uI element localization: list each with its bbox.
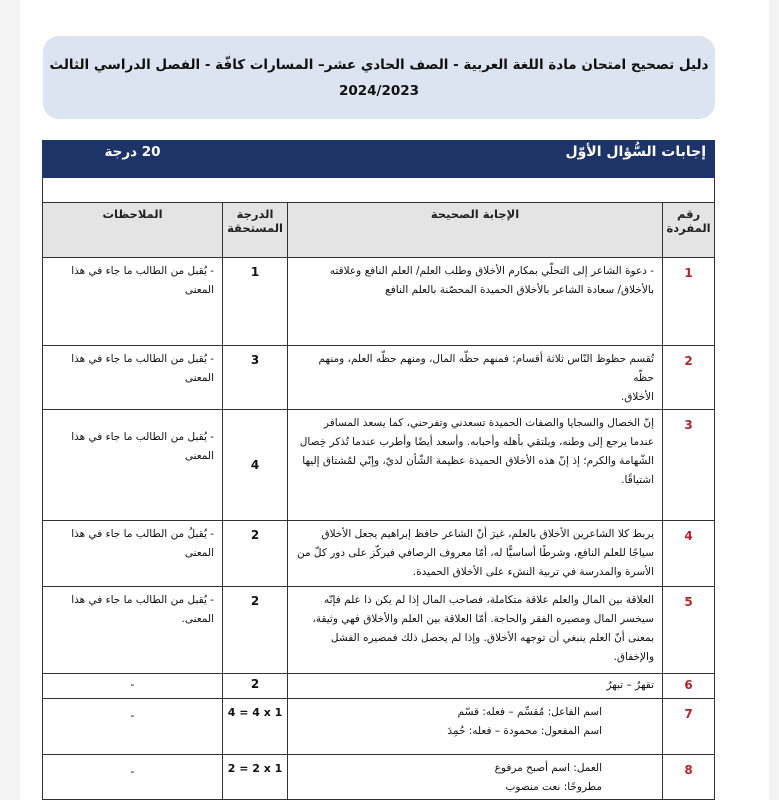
answer-line: تُقسم حظوظ النّاس ثلاثة أقسام: فمنهم حظّه المال، ومنهم حظّه العلم، ومنهم حظّه (318, 353, 655, 384)
row-answer (288, 258, 663, 346)
row-degree: 2 (223, 521, 288, 587)
note-line: - يُقبل من الطالب ما جاء في هذا (71, 431, 214, 443)
answer-line: سياجًا للعلم النافع، وشرطًا أساسيًّا له، أمّا معروف الرصافي فيركّز على دور كلّ من (296, 547, 655, 559)
row-answer (288, 410, 663, 521)
col-degree-line2: المستحقة (227, 221, 283, 235)
answer-line: سيخسر المال ومصيره الفقر والحاجة. أمّا العلاقة بين العلم والأخلاق فهي وثيقة، (312, 613, 655, 625)
answer-line: الشّهامة والكرم؛ إذ إنّ هذه الأخلاق الحميدة عظيمة الشّأن لديّ، وإنّي لمُشتاق إليها (302, 455, 655, 467)
row-note: - (43, 699, 223, 755)
row-answer (288, 587, 663, 674)
answer-line: تقهرُ – تبهرُ (606, 679, 655, 691)
note-line: المعنى (184, 450, 214, 462)
row-note (43, 587, 223, 674)
row-degree: 1 (223, 258, 288, 346)
answer-line: الأسرة والمدرسة في تربية النشء على الأخلاق الحميدة. (412, 566, 655, 578)
answer-table (42, 140, 715, 800)
answer-line: اشتياقًا. (621, 474, 655, 486)
table-row (43, 699, 715, 755)
exam-header (43, 36, 715, 119)
note-line: - يُقبل من الطالب ما جاء في هذا (71, 265, 214, 277)
row-answer (288, 755, 663, 800)
row-note (43, 521, 223, 587)
row-number: 7 (663, 699, 715, 755)
note-line: - يُقبلُ من الطالب ما جاء في هذا (71, 528, 214, 540)
row-degree: 4 = 4 x 1 (223, 699, 288, 755)
row-note: - (43, 755, 223, 800)
table-row (43, 755, 715, 800)
answer-line: اسم الفاعل: مُقسِّم – فعله: قسّم (457, 706, 603, 718)
col-num-line2: المفردة (666, 221, 711, 235)
row-degree: 2 (223, 674, 288, 699)
row-number: 2 (663, 346, 715, 410)
table-row (43, 346, 715, 410)
blank-cell (43, 178, 715, 203)
row-number: 1 (663, 258, 715, 346)
answer-table-wrap (42, 140, 714, 800)
note-line: المعنى. (181, 613, 214, 625)
answer-line: إنّ الخصال والسجايا والصفات الحميدة تسعدني وتفرحني، كما يسعد المسافر (323, 417, 655, 429)
note-line: المعنى (184, 284, 214, 296)
answer-line: العمل: اسم أصبح مرفوع (494, 762, 603, 774)
col-degree-header (223, 203, 288, 258)
col-num-line1: رقم (676, 207, 701, 221)
row-note (43, 410, 223, 521)
answer-line: الأخلاق. (620, 391, 655, 403)
table-row (43, 521, 715, 587)
row-note (43, 258, 223, 346)
row-answer (288, 674, 663, 699)
answer-line: بالأخلاق/ سعادة الشاعر بالأخلاق الحميدة المحصّنة بالعلم النافع (385, 284, 655, 296)
row-number: 5 (663, 587, 715, 674)
row-answer (288, 699, 663, 755)
row-degree: 4 (223, 410, 288, 521)
question-score: 20 درجة (43, 141, 223, 178)
note-line: - يُقبل من الطالب ما جاء في هذا (71, 594, 214, 606)
col-answer-header: الإجابة الصحيحة (288, 203, 663, 258)
note-line: - يُقبل من الطالب ما جاء في هذا (71, 353, 214, 365)
row-degree: 3 (223, 346, 288, 410)
exam-year: 2024/2023 (338, 82, 420, 99)
table-row (43, 258, 715, 346)
col-notes-header: الملاحظات (43, 203, 223, 258)
row-answer (288, 346, 663, 410)
row-number: 4 (663, 521, 715, 587)
answer-line: - دعوة الشاعر إلى التحلّي بمكارم الأخلاق وطلب العلم/ العلم النافع وعلاقته (329, 265, 655, 277)
table-row (43, 410, 715, 521)
table-row (43, 674, 715, 699)
note-line: المعنى (184, 547, 214, 559)
question-header-row (43, 141, 715, 178)
answer-line: بمعنى أنّ العلم ينبغي أن توجهه الأخلاق. وإذا لم يحصل ذلك فمصيره الفشل (330, 632, 655, 644)
col-num-header (663, 203, 715, 258)
row-number: 3 (663, 410, 715, 521)
row-answer (288, 521, 663, 587)
answer-line: اسم المفعول: محمودة – فعله: حُمِدَ (447, 725, 603, 737)
table-row (43, 587, 715, 674)
row-degree: 2 (223, 587, 288, 674)
question-title: إجابات السُّؤال الأوّل (223, 141, 715, 178)
answer-line: العلاقة بين المال والعلم علاقة متكاملة، فصاحب المال إذا لم يكن ذا علم فإنّه (323, 594, 655, 606)
row-number: 8 (663, 755, 715, 800)
column-header-row (43, 203, 715, 258)
row-number: 6 (663, 674, 715, 699)
note-line: المعنى (184, 372, 214, 384)
row-note: - (43, 674, 223, 699)
answer-line: مطروحًا: نعت منصوب (505, 781, 603, 793)
row-degree: 2 = 2 x 1 (223, 755, 288, 800)
answer-line: عندما يرجع إلى وطنه، ويلتقي بأهله وأحبابه. وأسعد أيضًا وأطرب عندما تُذكر خِصال (299, 436, 655, 448)
answer-line: والإخفاق. (613, 651, 655, 663)
col-degree-line1: الدرجة (236, 207, 274, 221)
exam-title: دليل تصحيح امتحان مادة اللغة العربية - الصف الحادي عشر– المسارات كافّة - الفصل الدراسي الثالث (49, 56, 709, 73)
answer-line: يربط كلا الشاعرين الأخلاق بالعلم، غيرَ أنّ الشاعر حافظ إبراهيم يجعل الأخلاق (321, 528, 655, 540)
row-note (43, 346, 223, 410)
blank-row (43, 178, 715, 203)
